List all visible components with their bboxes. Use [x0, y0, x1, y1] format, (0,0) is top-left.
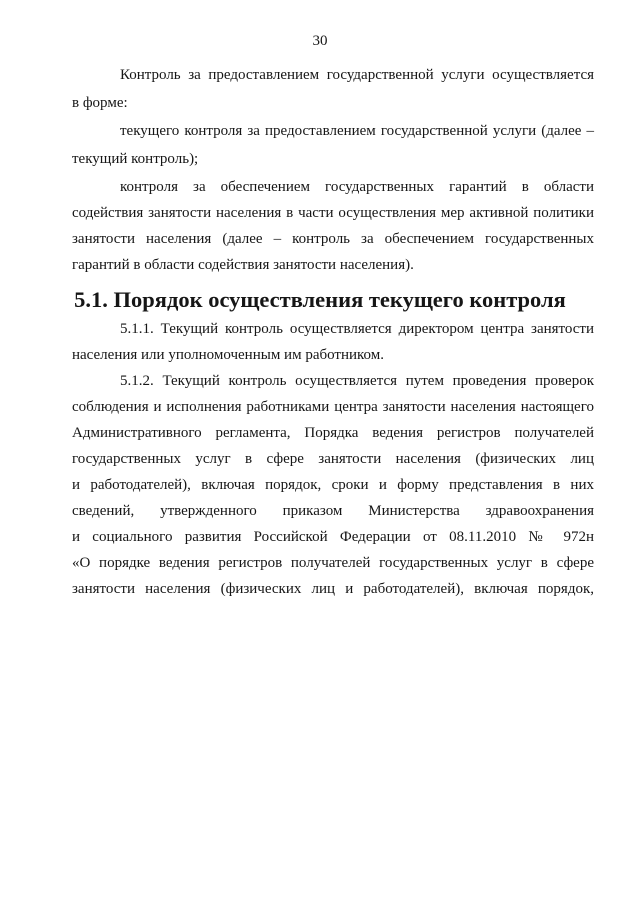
text-line: и социального развития Российской Федерации от 08.11.2010 № 972н [72, 529, 594, 545]
text-line: контроля за обеспечением государственных гарантий в области [120, 179, 594, 195]
text-line: населения или уполномоченным им работником. [72, 347, 385, 363]
text-line: занятости населения (далее – контроль за обеспечением государственных [72, 231, 594, 247]
text-line: гарантий в области содействия занятости населения). [72, 257, 414, 273]
text-line: занятости населения (физических лиц и работодателей), включая порядок, [72, 581, 594, 597]
page-number: 30 [312, 33, 328, 49]
text-line: 5.1.1. Текущий контроль осуществляется директором центра занятости [120, 321, 594, 337]
text-line: Административного регламента, Порядка ведения регистров получателей [72, 425, 594, 441]
text-line: в форме: [72, 95, 128, 111]
section-heading: 5.1. Порядок осуществления текущего контроля [74, 287, 566, 312]
text-line: сведений, утвержденного приказом Министерства здравоохранения [72, 503, 594, 519]
text-line: содействия занятости населения в части осуществления мер активной политики [72, 205, 594, 221]
text-line: текущий контроль); [72, 151, 199, 167]
text-line: соблюдения и исполнения работниками центра занятости населения настоящего [72, 399, 594, 415]
text-line: текущего контроля за предоставлением государственной услуги (далее – [120, 123, 594, 139]
text-line: государственных услуг в сфере занятости населения (физических лиц [72, 451, 594, 467]
text-line: «О порядке ведения регистров получателей государственных услуг в сфере [72, 555, 594, 571]
text-line: Контроль за предоставлением государственной услуги осуществляется [120, 67, 594, 83]
text-line: и работодателей), включая порядок, сроки и форму представления в них [72, 477, 594, 493]
text-line: 5.1.2. Текущий контроль осуществляется путем проведения проверок [120, 373, 594, 389]
